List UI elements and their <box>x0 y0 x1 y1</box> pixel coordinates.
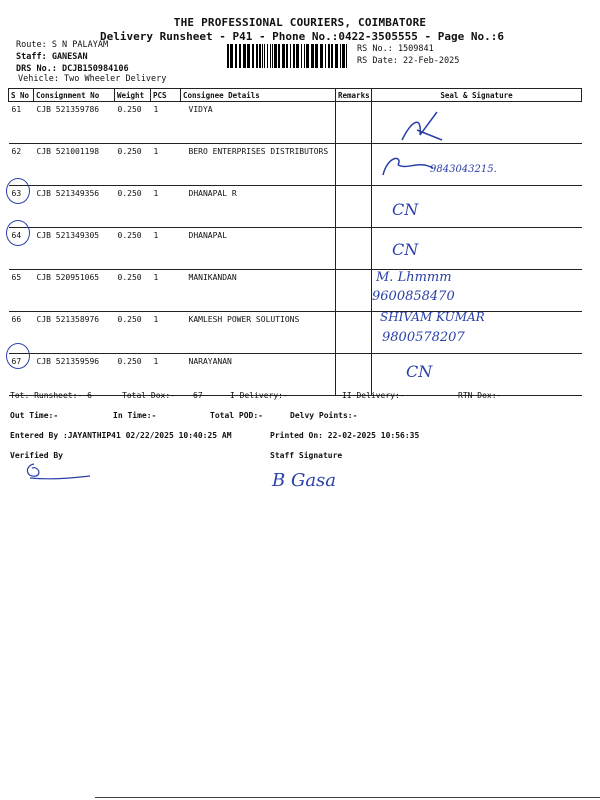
col-sno: S No <box>9 89 34 102</box>
table-row <box>9 354 582 396</box>
runsheet-table <box>8 88 582 396</box>
row-weight: 0.250 <box>115 354 151 396</box>
row-signature <box>372 228 582 270</box>
handwritten-signature <box>378 150 438 180</box>
row-consignment: CJB 521359596 <box>34 354 115 396</box>
table-row <box>9 102 582 144</box>
row-consignment: CJB 521001198 <box>34 144 115 186</box>
row-remarks <box>336 312 372 354</box>
row-pcs: 1 <box>151 102 181 144</box>
col-seal-signature: Seal & Signature <box>372 89 582 102</box>
row-weight: 0.250 <box>115 270 151 312</box>
handwritten-name: SHIVAM KUMAR <box>380 310 485 324</box>
pen-circle-mark <box>6 343 30 369</box>
printed-on: Printed On: 22-02-2025 10:56:35 <box>270 431 420 440</box>
col-consignee: Consignee Details <box>181 89 336 102</box>
handwritten-name: M. Lhmmm <box>376 270 452 285</box>
row-signature <box>372 354 582 396</box>
runsheet-title: Delivery Runsheet - P41 - Phone No.:0422-3505555 - Page No.:6 <box>100 30 504 43</box>
total-dox-value: 67 <box>193 391 203 400</box>
handwritten-initials: CN <box>406 362 433 381</box>
handwritten-initials: CN <box>392 240 419 259</box>
row-signature <box>372 312 582 354</box>
table-row <box>9 228 582 270</box>
table-row <box>9 186 582 228</box>
row-sno: 62 <box>9 144 34 186</box>
pen-circle-mark <box>6 178 30 204</box>
row-consignment: CJB 521359786 <box>34 102 115 144</box>
row-sno: 67 <box>9 354 34 396</box>
row-consignment: CJB 521358976 <box>34 312 115 354</box>
pen-circle-mark <box>6 220 30 246</box>
row-pcs: 1 <box>151 144 181 186</box>
row-weight: 0.250 <box>115 102 151 144</box>
col-pcs: PCS <box>151 89 181 102</box>
handwritten-phone: 9843043215. <box>430 164 497 175</box>
row-pcs: 1 <box>151 270 181 312</box>
row-remarks <box>336 228 372 270</box>
row-consignee: BERO ENTERPRISES DISTRIBUTORS <box>181 144 336 186</box>
row-sno: 65 <box>9 270 34 312</box>
col-remarks: Remarks <box>336 89 372 102</box>
row-sno: 64 <box>9 228 34 270</box>
out-time: Out Time:- <box>10 411 59 420</box>
row-pcs: 1 <box>151 186 181 228</box>
row-sno: 61 <box>9 102 34 144</box>
row-consignee: KAMLESH POWER SOLUTIONS <box>181 312 336 354</box>
row-sno: 63 <box>9 186 34 228</box>
row-signature <box>372 144 582 186</box>
ii-delivery: II Delivery:- <box>342 391 405 400</box>
row-weight: 0.250 <box>115 312 151 354</box>
row-remarks <box>336 102 372 144</box>
row-remarks <box>336 186 372 228</box>
staff-signature: B Gasa <box>272 470 337 491</box>
handwritten-phone: 9600858470 <box>372 289 455 304</box>
rs-date: RS Date: 22-Feb-2025 <box>357 56 460 66</box>
total-pod: Total POD:- <box>210 411 263 420</box>
row-consignee: MANIKANDAN <box>181 270 336 312</box>
table-row <box>9 312 582 354</box>
row-remarks <box>336 270 372 312</box>
barcode-image <box>227 44 349 68</box>
table-row <box>9 270 582 312</box>
row-consignee: VIDYA <box>181 102 336 144</box>
verified-signature <box>22 458 92 482</box>
row-remarks <box>336 144 372 186</box>
row-signature <box>372 186 582 228</box>
row-remarks <box>336 354 372 396</box>
in-time: In Time:- <box>113 411 157 420</box>
staff-signature-label: Staff Signature <box>270 451 343 460</box>
vehicle-label: Vehicle: Two Wheeler Delivery <box>18 74 167 84</box>
company-name: THE PROFESSIONAL COURIERS, COIMBATORE <box>173 16 427 29</box>
staff-label: Staff: GANESAN <box>16 52 88 62</box>
entered-by: Entered By :JAYANTHIP41 02/22/2025 10:40:25 AM <box>10 431 232 440</box>
rs-number: RS No.: 1509841 <box>357 44 434 54</box>
delvy-points: Delvy Points:- <box>290 411 358 420</box>
handwritten-phone: 9800578207 <box>382 330 465 345</box>
row-pcs: 1 <box>151 312 181 354</box>
i-delivery: I Delivery:- <box>230 391 288 400</box>
row-consignee: DHANAPAL R <box>181 186 336 228</box>
row-weight: 0.250 <box>115 228 151 270</box>
row-pcs: 1 <box>151 228 181 270</box>
route-label: Route: S N PALAYAM <box>16 40 109 50</box>
row-signature <box>372 270 582 312</box>
total-dox-label: Total Dox:- <box>122 391 175 400</box>
row-weight: 0.250 <box>115 186 151 228</box>
row-consignment: CJB 520951065 <box>34 270 115 312</box>
row-consignment: CJB 521349305 <box>34 228 115 270</box>
col-weight: Weight <box>115 89 151 102</box>
table-header-row <box>9 89 582 102</box>
row-consignee: DHANAPAL <box>181 228 336 270</box>
row-weight: 0.250 <box>115 144 151 186</box>
bottom-divider <box>95 797 600 798</box>
row-signature <box>372 102 582 144</box>
table-row <box>9 144 582 186</box>
col-consignment: Consignment No <box>34 89 115 102</box>
tot-runsheet: Tot. Runsheet:- 6 <box>10 391 92 400</box>
row-consignment: CJB 521349356 <box>34 186 115 228</box>
handwritten-initials: CN <box>392 200 419 219</box>
drs-number: DRS No.: DCJB150984106 <box>16 64 129 74</box>
verified-by-label: Verified By <box>10 451 63 460</box>
row-sno: 66 <box>9 312 34 354</box>
row-pcs: 1 <box>151 354 181 396</box>
row-consignee: NARAYANAN <box>181 354 336 396</box>
rtn-dox: RTN Dox:- <box>458 391 502 400</box>
